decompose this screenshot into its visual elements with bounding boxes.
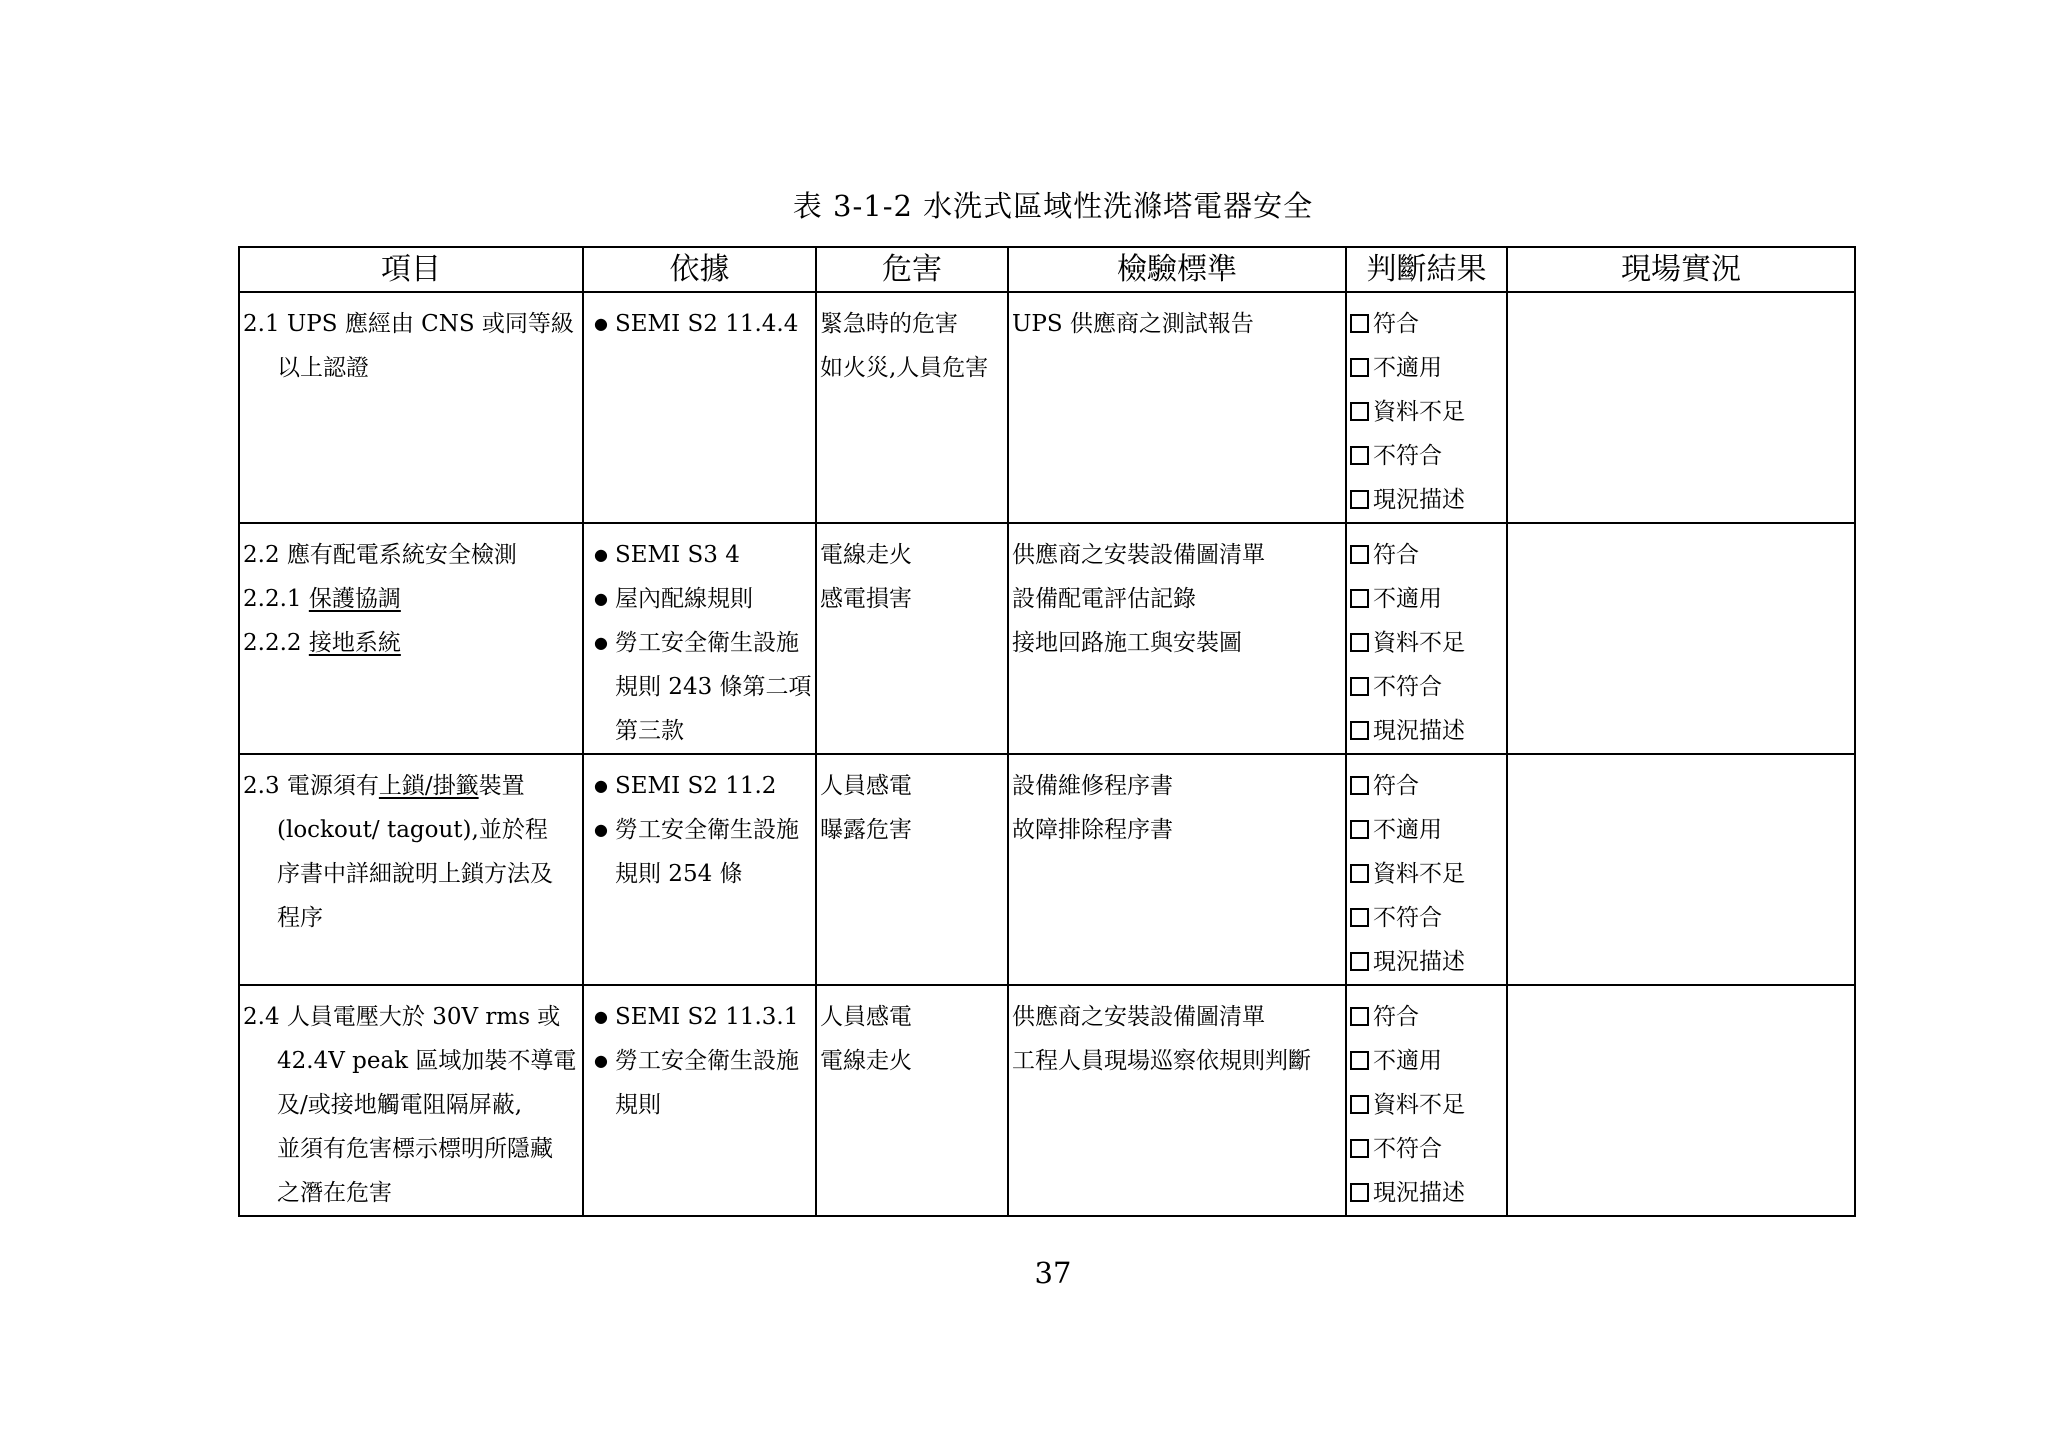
checkbox-icon[interactable] [1350,776,1369,795]
basis-line [587,709,813,753]
criteria-cell [1008,292,1346,523]
item-text: 並須有危害標示標明所隱藏 [277,1136,553,1162]
hazard-line: 如火災,人員危害 [820,355,989,381]
checkbox-label: 資料不足 [1373,1092,1465,1118]
checkbox-label: 不符合 [1373,1136,1442,1162]
checkbox-icon[interactable] [1350,1007,1369,1026]
checkbox-option[interactable] [1350,434,1504,478]
hazard-cell [816,985,1008,1216]
item-prefix: 2.2.2 [243,630,309,656]
criteria-cell [1008,523,1346,754]
hazard-line: 人員感電 [820,773,912,799]
header-row [239,247,1855,292]
criteria-line: 接地回路施工與安裝圖 [1012,630,1242,656]
basis-line [587,764,813,808]
basis-text: 規則 [615,1092,661,1118]
basis-text: SEMI S2 11.3.1 [615,1004,799,1030]
page-number: 37 [1034,1256,1072,1290]
checkbox-label: 不符合 [1373,443,1442,469]
item-line [243,577,580,621]
bullet-icon: ● [594,776,608,795]
item-prefix: 2.3 電源須有 [243,773,379,799]
basis-line [587,995,813,1039]
bullet-icon: ● [594,1051,608,1070]
checkbox-icon[interactable] [1350,677,1369,696]
basis-text: SEMI S2 11.2 [615,773,777,799]
checkbox-option[interactable] [1350,1083,1504,1127]
result-cell [1346,985,1507,1216]
hazard-line: 感電損害 [820,586,912,612]
basis-line [587,1083,813,1127]
hazard-cell [816,754,1008,985]
item-text: 保護協調 [308,586,401,612]
item-line [243,533,580,577]
checkbox-icon[interactable] [1350,314,1369,333]
criteria-cell [1008,985,1346,1216]
basis-cell [583,985,816,1216]
checkbox-option[interactable] [1350,709,1504,753]
electrical-safety-table [238,246,1856,1217]
checkbox-icon[interactable] [1350,864,1369,883]
item-prefix: 2.2.1 [243,586,309,612]
checkbox-option[interactable] [1350,302,1504,346]
checkbox-option[interactable] [1350,1171,1504,1215]
item-cell [239,523,583,754]
hazard-cell [816,292,1008,523]
table-row [239,754,1855,985]
header-hazard: 危害 [816,247,1008,292]
checkbox-label: 符合 [1373,311,1419,337]
checkbox-icon[interactable] [1350,545,1369,564]
checkbox-option[interactable] [1350,896,1504,940]
basis-line [587,577,813,621]
checkbox-icon[interactable] [1350,358,1369,377]
checkbox-option[interactable] [1350,995,1504,1039]
item-text: 2.2 應有配電系統安全檢測 [243,542,517,568]
checkbox-icon[interactable] [1350,820,1369,839]
hazard-line: 人員感電 [820,1004,912,1030]
basis-text: 勞工安全衛生設施 [615,630,799,656]
header-result: 判斷結果 [1346,247,1507,292]
basis-text: 規則 243 條第二項 [615,674,812,700]
checkbox-label: 不符合 [1373,905,1442,931]
checkbox-icon[interactable] [1350,402,1369,421]
hazard-line: 曝露危害 [820,817,912,843]
checkbox-label: 資料不足 [1373,399,1465,425]
checkbox-option[interactable] [1350,852,1504,896]
checkbox-label: 現況描述 [1373,949,1465,975]
criteria-line: 設備配電評估記錄 [1012,586,1196,612]
checkbox-label: 現況描述 [1373,487,1465,513]
item-line [243,346,580,390]
bullet-icon: ● [594,545,608,564]
basis-line [587,302,813,346]
hazard-cell [816,523,1008,754]
basis-line [587,852,813,896]
result-cell [1346,292,1507,523]
table-title: 表 3-1-2 水洗式區域性洗滌塔電器安全 [792,189,1314,223]
item-text: 以上認證 [277,355,369,381]
basis-text: 勞工安全衛生設施 [615,817,799,843]
item-line [243,896,580,940]
table-body [239,292,1855,1216]
item-line [243,1171,580,1215]
item-line [243,1127,580,1171]
checkbox-label: 資料不足 [1373,630,1465,656]
checkbox-icon[interactable] [1350,589,1369,608]
checkbox-option[interactable] [1350,1127,1504,1171]
item-cell [239,292,583,523]
actual-cell[interactable] [1507,523,1855,754]
checkbox-label: 不符合 [1373,674,1442,700]
criteria-line: 設備維修程序書 [1012,773,1173,799]
bullet-icon: ● [594,820,608,839]
checkbox-label: 現況描述 [1373,718,1465,744]
checkbox-option[interactable] [1350,764,1504,808]
criteria-line: 供應商之安裝設備圖清單 [1012,542,1265,568]
item-text: 42.4V peak 區域加裝不導電 [277,1048,577,1074]
checkbox-icon[interactable] [1350,1183,1369,1202]
checkbox-icon[interactable] [1350,952,1369,971]
bullet-icon: ● [594,314,608,333]
checkbox-label: 不適用 [1373,1048,1442,1074]
criteria-cell [1008,754,1346,985]
checkbox-icon[interactable] [1350,490,1369,509]
item-line [243,808,580,852]
item-cell [239,985,583,1216]
bullet-icon: ● [594,633,608,652]
item-line [243,852,580,896]
item-line [243,764,580,808]
basis-cell [583,754,816,985]
checkbox-label: 符合 [1373,542,1419,568]
checkbox-icon[interactable] [1350,1051,1369,1070]
checkbox-option[interactable] [1350,577,1504,621]
checkbox-label: 不適用 [1373,817,1442,843]
basis-line [587,1039,813,1083]
basis-text: 屋內配線規則 [615,586,753,612]
checkbox-option[interactable] [1350,390,1504,434]
basis-text: 第三款 [615,718,684,744]
header-item: 項目 [239,247,583,292]
checkbox-label: 現況描述 [1373,1180,1465,1206]
table-row [239,523,1855,754]
item-text: 程序 [277,905,323,931]
header-actual: 現場實況 [1507,247,1855,292]
checkbox-icon[interactable] [1350,721,1369,740]
basis-text: 規則 254 條 [615,861,743,887]
item-text: (lockout/ tagout),並於程 [277,817,548,843]
checkbox-label: 符合 [1373,1004,1419,1030]
checkbox-option[interactable] [1350,346,1504,390]
basis-text: SEMI S3 4 [615,542,740,568]
item-line [243,302,580,346]
checkbox-option[interactable] [1350,808,1504,852]
header-criteria: 檢驗標準 [1008,247,1346,292]
checkbox-label: 符合 [1373,773,1419,799]
checkbox-icon[interactable] [1350,633,1369,652]
item-cell [239,754,583,985]
basis-line [587,621,813,665]
actual-cell[interactable] [1507,292,1855,523]
criteria-line: 供應商之安裝設備圖清單 [1012,1004,1265,1030]
basis-text: 勞工安全衛生設施 [615,1048,799,1074]
basis-cell [583,292,816,523]
checkbox-option[interactable] [1350,665,1504,709]
checkbox-option[interactable] [1350,940,1504,984]
criteria-line: UPS 供應商之測試報告 [1012,311,1254,337]
item-text: 之潛在危害 [277,1180,392,1206]
basis-line [587,533,813,577]
item-text: 上鎖/掛籤 [378,773,479,799]
basis-line [587,665,813,709]
header-basis: 依據 [583,247,816,292]
item-text: 2.4 人員電壓大於 30V rms 或 [243,1004,561,1030]
basis-cell [583,523,816,754]
checkbox-label: 資料不足 [1373,861,1465,887]
actual-cell[interactable] [1507,754,1855,985]
hazard-line: 緊急時的危害 [820,311,958,337]
item-text: 2.1 UPS 應經由 CNS 或同等級 [243,311,574,337]
item-line [243,995,580,1039]
actual-cell[interactable] [1507,985,1855,1216]
checkbox-option[interactable] [1350,478,1504,522]
table-row [239,292,1855,523]
item-suffix: 裝置 [478,773,525,799]
item-line [243,1039,580,1083]
bullet-icon: ● [594,1007,608,1026]
criteria-line: 故障排除程序書 [1012,817,1173,843]
item-text: 及/或接地觸電阻隔屏蔽, [277,1092,523,1118]
item-line [243,1083,580,1127]
result-cell [1346,754,1507,985]
bullet-icon: ● [594,589,608,608]
checkbox-icon[interactable] [1350,1139,1369,1158]
checkbox-option[interactable] [1350,533,1504,577]
basis-text: SEMI S2 11.4.4 [615,311,799,337]
checkbox-icon[interactable] [1350,446,1369,465]
item-line [243,621,580,665]
checkbox-label: 不適用 [1373,355,1442,381]
table-row [239,985,1855,1216]
checkbox-label: 不適用 [1373,586,1442,612]
checkbox-option[interactable] [1350,1039,1504,1083]
criteria-line: 工程人員現場巡察依規則判斷 [1012,1048,1311,1074]
basis-line [587,808,813,852]
item-text: 接地系統 [308,630,401,656]
result-cell [1346,523,1507,754]
item-text: 序書中詳細說明上鎖方法及 [277,861,553,887]
hazard-line: 電線走火 [820,542,912,568]
checkbox-icon[interactable] [1350,1095,1369,1114]
checkbox-option[interactable] [1350,621,1504,665]
hazard-line: 電線走火 [820,1048,912,1074]
checkbox-icon[interactable] [1350,908,1369,927]
